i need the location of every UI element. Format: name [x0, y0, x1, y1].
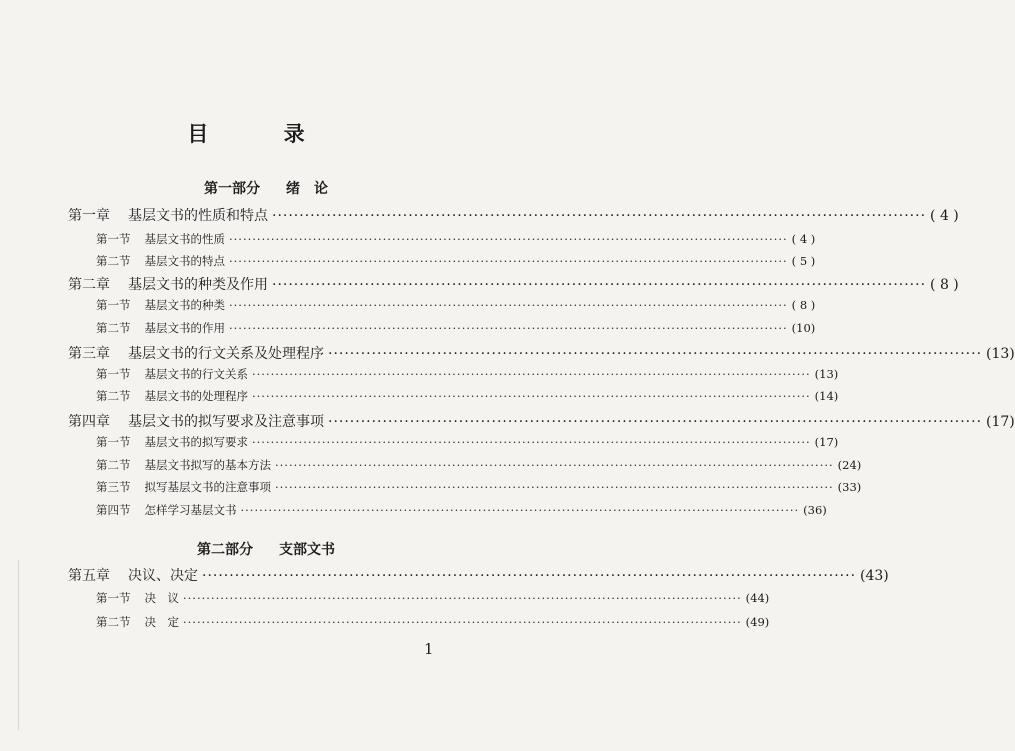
dot-leader: ························································································································ [328, 414, 983, 430]
entry-page: (43) [860, 568, 889, 584]
entry-label [96, 502, 237, 518]
entry-title: 基层文书的处理程序 [144, 389, 248, 403]
entry-number: 第一节 [96, 232, 131, 246]
toc-section-entry [96, 614, 770, 630]
toc-chapter-entry [68, 411, 1015, 431]
entry-title: 基层文书的种类 [144, 298, 225, 312]
entry-number: 第四节 [96, 503, 131, 517]
toc-section-entry [96, 253, 816, 269]
entry-label [96, 231, 225, 247]
entry-number: 第五章 [68, 568, 110, 584]
entry-number: 第四章 [68, 414, 110, 430]
entry-number: 第一节 [96, 367, 131, 381]
dot-leader: ························································································································ [275, 480, 834, 494]
entry-number: 第一节 [96, 435, 131, 449]
dot-leader: ························································································································ [252, 367, 811, 381]
part-name: 支部文书 [279, 542, 335, 558]
dot-leader: ························································································································ [229, 298, 788, 312]
entry-page: (36) [803, 503, 827, 517]
entry-title: 基层文书的拟写要求及注意事项 [128, 414, 324, 430]
entry-number: 第二节 [96, 321, 131, 335]
entry-page: (13) [814, 367, 839, 381]
dot-leader: ························································································································ [183, 615, 742, 629]
entry-page: (17) [814, 435, 839, 449]
entry-page: (14) [814, 389, 839, 403]
entry-title: 基层文书的拟写要求 [144, 435, 248, 449]
entry-label [68, 343, 324, 363]
entry-number: 第三节 [96, 480, 131, 494]
entry-number: 第一节 [96, 591, 131, 605]
entry-title: 决 议 [144, 591, 179, 605]
entry-page: (17) [986, 414, 1015, 430]
entry-label [96, 297, 225, 313]
entry-number: 第二节 [96, 615, 131, 629]
entry-label [96, 366, 248, 382]
entry-page: ( 8 ) [791, 298, 816, 312]
dot-leader: ························································································································ [229, 254, 788, 268]
part-label: 第二部分 [197, 542, 253, 558]
entry-title: 基层文书的行文关系及处理程序 [128, 346, 324, 362]
toc-section-entry [96, 231, 816, 247]
entry-label [96, 590, 179, 606]
dot-leader: ························································································································ [252, 389, 811, 403]
entry-label [96, 434, 248, 450]
entry-title: 基层文书的性质 [144, 232, 225, 246]
toc-section-entry [96, 590, 770, 606]
toc-section-entry [96, 434, 839, 450]
toc-section-entry [96, 366, 839, 382]
toc-chapter-entry [68, 205, 959, 225]
entry-number: 第二节 [96, 254, 131, 268]
entry-label [96, 457, 271, 473]
entry-page: (44) [745, 591, 770, 605]
entry-number: 第三章 [68, 346, 110, 362]
entry-label [68, 274, 268, 294]
scan-margin-line [18, 560, 19, 730]
entry-title: 基层文书的作用 [144, 321, 225, 335]
entry-title: 基层文书的种类及作用 [128, 277, 268, 293]
entry-label [68, 565, 198, 585]
dot-leader: ························································································································ [272, 208, 927, 224]
entry-title: 基层文书的行文关系 [144, 367, 248, 381]
dot-leader: ························································································································ [229, 232, 788, 246]
toc-section-entry [96, 479, 862, 495]
entry-title: 拟写基层文书的注意事项 [144, 480, 271, 494]
part-heading-1 [0, 178, 506, 198]
entry-page: (33) [837, 480, 862, 494]
page-number: 1 [424, 640, 434, 658]
dot-leader: ························································································································ [183, 591, 742, 605]
entry-label [96, 253, 225, 269]
dot-leader: ························································································································ [275, 458, 834, 472]
dot-leader: ························································································································ [252, 435, 811, 449]
entry-page: ( 8 ) [930, 277, 959, 293]
entry-title: 怎样学习基层文书 [144, 503, 237, 517]
toc-chapter-entry [68, 274, 959, 294]
part-heading-2 [0, 539, 506, 559]
entry-label [96, 614, 179, 630]
entry-number: 第一节 [96, 298, 131, 312]
entry-page: (10) [791, 321, 816, 335]
entry-page: (24) [837, 458, 862, 472]
dot-leader: ························································································································ [202, 568, 857, 584]
entry-title: 基层文书拟写的基本方法 [144, 458, 271, 472]
entry-page: ( 5 ) [791, 254, 816, 268]
entry-label [96, 320, 225, 336]
entry-label [68, 411, 324, 431]
entry-title: 基层文书的性质和特点 [128, 208, 268, 224]
entry-page: ( 4 ) [930, 208, 959, 224]
entry-page: (13) [986, 346, 1015, 362]
toc-section-entry [96, 457, 862, 473]
entry-label [96, 388, 248, 404]
dot-leader: ························································································································ [240, 503, 800, 517]
toc-section-entry [96, 297, 816, 313]
toc-section-entry [96, 502, 827, 518]
entry-label [96, 479, 271, 495]
entry-title: 决议、决定 [128, 568, 198, 584]
toc-section-entry [96, 388, 839, 404]
entry-number: 第二节 [96, 389, 131, 403]
toc-chapter-entry [68, 565, 889, 585]
entry-number: 第二节 [96, 458, 131, 472]
page-title: 目 录 [187, 121, 339, 146]
toc-chapter-entry [68, 343, 1015, 363]
entry-label [68, 205, 268, 225]
part-name: 绪 论 [286, 181, 328, 197]
dot-leader: ························································································································ [328, 346, 983, 362]
entry-page: ( 4 ) [791, 232, 816, 246]
part-label: 第一部分 [204, 181, 260, 197]
entry-title: 基层文书的特点 [144, 254, 225, 268]
entry-title: 决 定 [144, 615, 179, 629]
toc-section-entry [96, 320, 816, 336]
entry-number: 第一章 [68, 208, 110, 224]
entry-number: 第二章 [68, 277, 110, 293]
entry-page: (49) [745, 615, 770, 629]
dot-leader: ························································································································ [272, 277, 927, 293]
dot-leader: ························································································································ [229, 321, 788, 335]
